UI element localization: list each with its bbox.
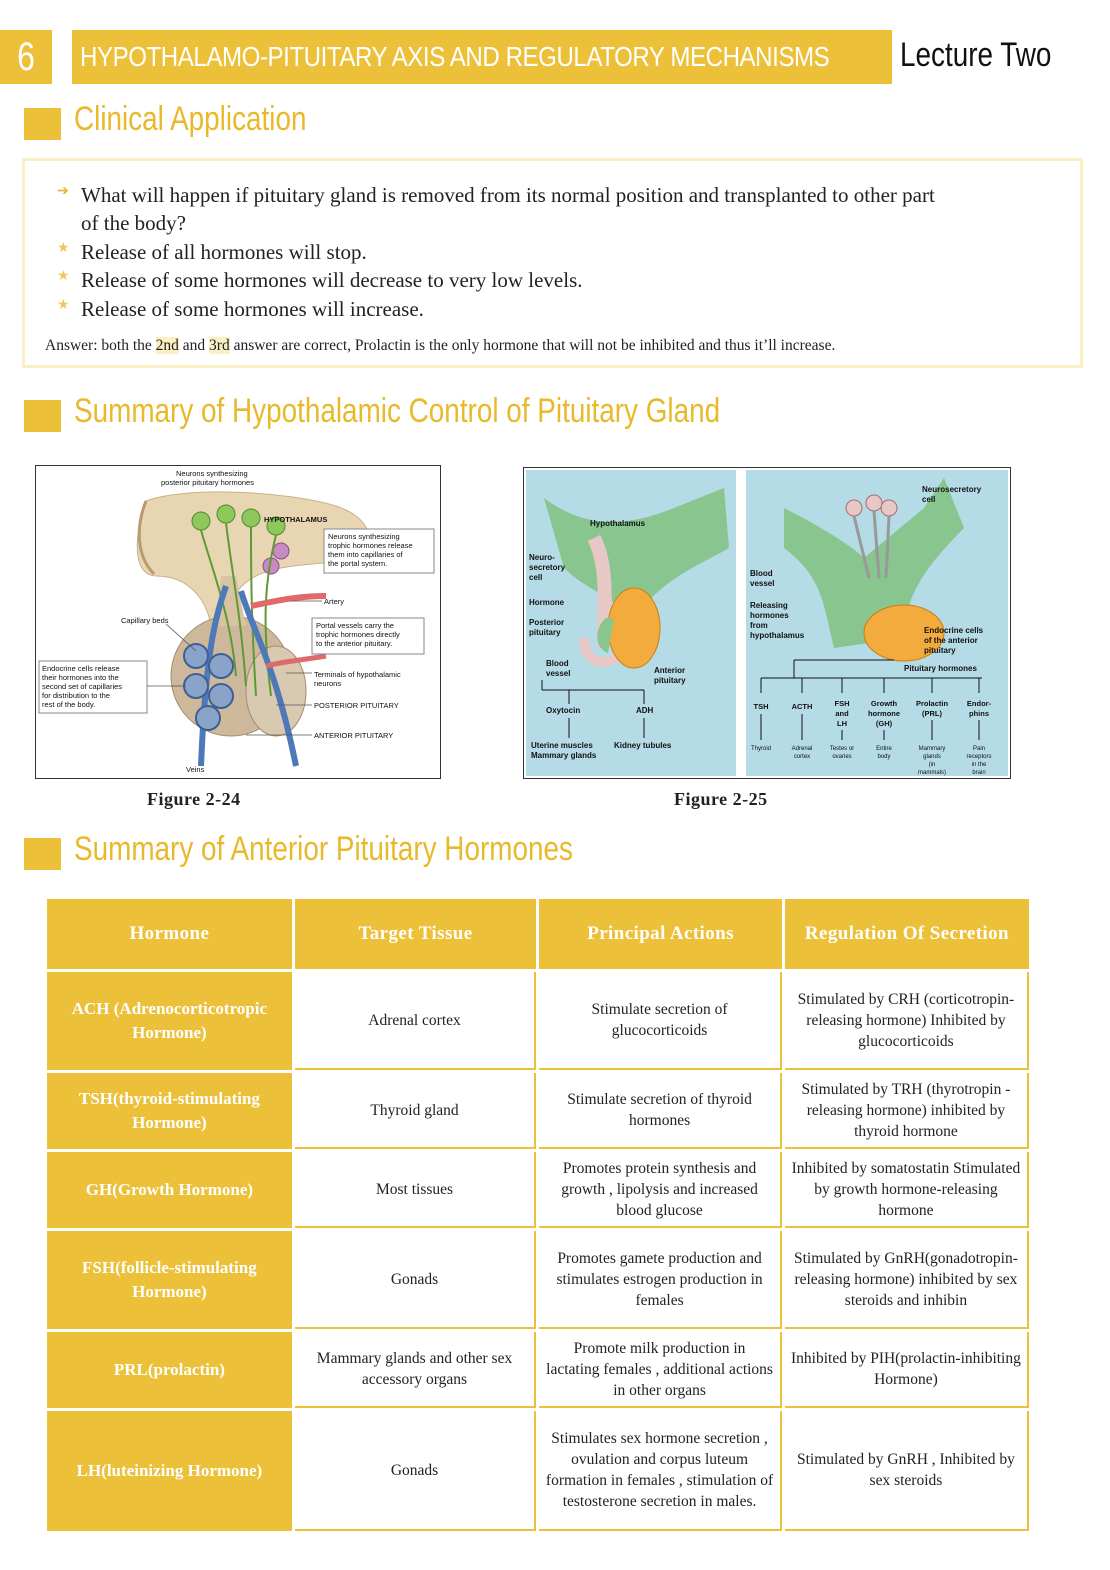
question-text-1: What will happen if pituitary gland is removed from its normal position and transplanted to other part	[81, 183, 935, 207]
f25-blood-1: Blood	[546, 659, 569, 668]
clinical-box	[22, 158, 1083, 368]
label-trophic-2: trophic hormones release	[328, 541, 413, 550]
table-row	[47, 1231, 1029, 1329]
f25-nsc-2: cell	[922, 495, 936, 504]
f25-pituitary-hormones: Pituitary hormones	[904, 664, 977, 673]
anterior-heading-text: Summary of Anterior Pituitary Hormones	[74, 830, 573, 868]
table-row	[47, 1332, 1029, 1408]
f25-h-prl: (PRL)	[922, 709, 942, 718]
col-actions: Principal Actions	[539, 899, 782, 969]
heading-square-icon	[24, 838, 61, 870]
label-portal-3: to the anterior pituitary.	[316, 639, 393, 648]
control-heading-text: Summary of Hypothalamic Control of Pituitary Gland	[74, 392, 721, 430]
f25-t-testes: Testes or	[829, 746, 855, 752]
f25-h-acth: ACTH	[791, 702, 813, 711]
option-2	[57, 268, 583, 293]
cell-action: Stimulates sex hormone secretion , ovulation and corpus luteum formation in females , stimulation of testosterone secretion in males.	[539, 1411, 782, 1531]
label-neurons-posterior: Neurons synthesizing	[176, 469, 248, 478]
table-row	[47, 1073, 1029, 1149]
label-endocrine-5: rest of the body.	[42, 700, 96, 709]
cell-regulation: Stimulated by GnRH(gonadotropin-releasing hormone) inhibited by sex steroids and inhibin	[785, 1231, 1029, 1329]
f25-neuro-3: cell	[529, 573, 543, 582]
section-number: 6	[0, 30, 52, 84]
label-endocrine-2: their hormones into the	[42, 673, 119, 682]
hypothalamus-portal-diagram	[36, 466, 440, 778]
cell-hormone: GH(Growth Hormone)	[47, 1152, 292, 1228]
cell-hormone: TSH(thyroid-stimulating Hormone)	[47, 1073, 292, 1149]
f25-t-pain: Pain	[972, 746, 986, 752]
label-portal-2: trophic hormones directly	[316, 630, 400, 639]
f25-h-fsh: FSH	[834, 699, 850, 708]
label-neurons-posterior-2: posterior pituitary hormones	[161, 478, 254, 487]
f25-anterior-1: Anterior	[654, 666, 686, 675]
f25-h-growth: Growth	[870, 699, 898, 708]
cell-regulation: Stimulated by CRH (corticotropin-releasing hormone) Inhibited by glucocorticoids	[785, 972, 1029, 1070]
f25-h-lh: LH	[837, 719, 847, 728]
table-row	[47, 972, 1029, 1070]
f25-adh: ADH	[636, 706, 654, 715]
cell-target: Mammary glands and other sex accessory organs	[295, 1332, 536, 1408]
f25-rel-2: hormones	[750, 611, 789, 620]
f25-blood-2: vessel	[546, 669, 571, 678]
col-hormone: Hormone	[47, 899, 292, 969]
f25-t-brain: brain	[972, 770, 986, 776]
cell-hormone: ACH (Adrenocorticotropic Hormone)	[47, 972, 292, 1070]
f25-neuro-2: secretory	[529, 563, 566, 572]
arrow-bullet-icon: ➔	[57, 184, 69, 199]
f25-endo-2: of the anterior	[924, 636, 978, 645]
f25-t-mammals: mammals)	[918, 770, 946, 776]
cell-regulation: Inhibited by PIH(prolactin-inhibiting Hormone)	[785, 1332, 1029, 1408]
star-bullet-icon: ★	[57, 269, 70, 284]
f25-t-cortex: cortex	[793, 754, 811, 760]
cell-target: Gonads	[295, 1411, 536, 1531]
f25-hormone: Hormone	[529, 598, 565, 607]
f25-t-ovaries: ovaries	[832, 754, 852, 760]
f25-t-mammary: Mammary	[918, 746, 946, 752]
page-title	[72, 30, 892, 84]
cell-action: Stimulate secretion of glucocorticoids	[539, 972, 782, 1070]
label-endocrine-4: for distribution to the	[42, 691, 110, 700]
label-artery: Artery	[324, 597, 345, 606]
cell-target: Thyroid gland	[295, 1073, 536, 1149]
cell-action: Promote milk production in lactating females , additional actions in other organs	[539, 1332, 782, 1408]
cell-target: Gonads	[295, 1231, 536, 1329]
cell-regulation: Inhibited by somatostatin Stimulated by growth hormone-releasing hormone	[785, 1152, 1029, 1228]
cell-action: Stimulate secretion of thyroid hormones	[539, 1073, 782, 1149]
label-endocrine-1: Endocrine cells release	[42, 664, 120, 673]
f25-t-adrenal: Adrenal	[791, 746, 813, 752]
heading-square-icon	[24, 400, 61, 432]
f25-mammary: Mammary glands	[531, 751, 597, 760]
f25-rel-1: Releasing	[750, 601, 788, 610]
table-row	[47, 1411, 1029, 1531]
answer-mid: and	[178, 337, 210, 354]
label-terminals-1: Terminals of hypothalamic	[314, 670, 401, 679]
cell-hormone: LH(luteinizing Hormone)	[47, 1411, 292, 1531]
f25-nsc-1: Neurosecretory	[922, 485, 982, 494]
cell-regulation: Stimulated by TRH (thyrotropin -releasing hormone) inhibited by thyroid hormone	[785, 1073, 1029, 1149]
star-bullet-icon: ★	[57, 298, 70, 313]
answer-highlight-1: 2nd	[155, 337, 179, 354]
table-header-row	[47, 899, 1029, 969]
question-line-1	[57, 183, 935, 208]
option-2-text: Release of some hormones will decrease to very low levels.	[81, 268, 583, 292]
f25-kidney: Kidney tubules	[614, 741, 672, 750]
cell-target: Most tissues	[295, 1152, 536, 1228]
label-capillary-beds: Capillary beds	[121, 616, 169, 625]
figure-2-25	[523, 467, 1011, 779]
label-portal-1: Portal vessels carry the	[316, 621, 394, 630]
f25-h-and: and	[835, 709, 849, 718]
f25-h-prolactin: Prolactin	[915, 699, 949, 708]
f25-posterior-2: pituitary	[529, 628, 561, 637]
heading-square-icon	[24, 108, 61, 140]
label-endocrine-3: second set of capillaries	[42, 682, 123, 691]
f25-h-phins: phins	[969, 709, 989, 718]
f25-t-inthe: in the	[971, 762, 987, 768]
f25-posterior-1: Posterior	[529, 618, 565, 627]
cell-action: Promotes gamete production and stimulates estrogen production in females	[539, 1231, 782, 1329]
answer-suffix: answer are correct, Prolactin is the only hormone that will not be inhibited and thus it’ll increase.	[229, 337, 836, 354]
lecture-label-text: Lecture Two	[900, 36, 1052, 74]
label-hypothalamus: HYPOTHALAMUS	[264, 515, 328, 524]
f25-t-thyroid: Thyroid	[750, 746, 772, 752]
col-target: Target Tissue	[295, 899, 536, 969]
f25-h-gh: (GH)	[875, 719, 893, 728]
question-text-2: of the body?	[81, 211, 186, 235]
star-bullet-icon: ★	[57, 241, 70, 256]
f25-anterior-2: pituitary	[654, 676, 686, 685]
label-trophic-3: them into capillaries of	[328, 550, 403, 559]
f25-bv-1: Blood	[750, 569, 773, 578]
table-row	[47, 1152, 1029, 1228]
cell-target: Adrenal cortex	[295, 972, 536, 1070]
f25-bv-2: vessel	[750, 579, 775, 588]
anterior-hormones-table	[44, 896, 1032, 1534]
cell-regulation: Stimulated by GnRH , Inhibited by sex steroids	[785, 1411, 1029, 1531]
label-posterior-pituitary: POSTERIOR PITUITARY	[314, 701, 399, 710]
f25-uterine: Uterine muscles	[531, 741, 593, 750]
f25-t-entire: Entire	[876, 746, 892, 752]
f25-endo-3: pituitary	[924, 646, 956, 655]
label-veins: Veins	[186, 765, 205, 774]
answer-highlight-2: 3rd	[209, 337, 230, 354]
f25-hypothalamus: Hypothalamus	[590, 519, 646, 528]
f25-rel-3: from	[750, 621, 768, 630]
label-trophic-4: the portal system.	[328, 559, 388, 568]
f25-t-glands: glands	[923, 754, 941, 760]
col-regulation: Regulation Of Secretion	[785, 899, 1029, 969]
f25-rel-4: hypothalamus	[750, 631, 805, 640]
answer-prefix: Answer: both the	[45, 337, 156, 354]
option-1-text: Release of all hormones will stop.	[81, 240, 367, 264]
hypothalamus-pituitary-hormones-diagram	[524, 468, 1010, 778]
label-trophic-1: Neurons synthesizing	[328, 532, 400, 541]
option-3	[57, 297, 424, 322]
page-title-text: HYPOTHALAMO-PITUITARY AXIS AND REGULATORY MECHANISMS	[80, 41, 830, 72]
cell-action: Promotes protein synthesis and growth , lipolysis and increased blood glucose	[539, 1152, 782, 1228]
figure-2-24-caption: Figure 2-24	[147, 789, 241, 809]
f25-h-hormone: hormone	[867, 709, 901, 718]
cell-hormone: FSH(follicle-stimulating Hormone)	[47, 1231, 292, 1329]
f25-neuro-1: Neuro-	[529, 553, 555, 562]
f25-t-receptors: receptors	[966, 754, 992, 760]
label-anterior-pituitary: ANTERIOR PITUITARY	[314, 731, 394, 740]
clinical-heading-text: Clinical Application	[74, 100, 307, 138]
label-terminals-2: neurons	[314, 679, 342, 688]
figure-2-24	[35, 465, 441, 779]
cell-hormone: PRL(prolactin)	[47, 1332, 292, 1408]
f25-t-body: body	[877, 754, 891, 760]
f25-h-tsh: TSH	[753, 702, 769, 711]
f25-endo-1: Endocrine cells	[924, 626, 984, 635]
option-3-text: Release of some hormones will increase.	[81, 297, 424, 321]
f25-h-endor: Endor-	[966, 699, 992, 708]
answer-text	[45, 337, 835, 355]
f25-oxytocin: Oxytocin	[546, 706, 581, 715]
f25-t-in: (in	[928, 762, 936, 768]
figure-2-25-caption: Figure 2-25	[674, 789, 768, 809]
lecture-label	[900, 30, 1090, 84]
option-1	[57, 240, 367, 265]
